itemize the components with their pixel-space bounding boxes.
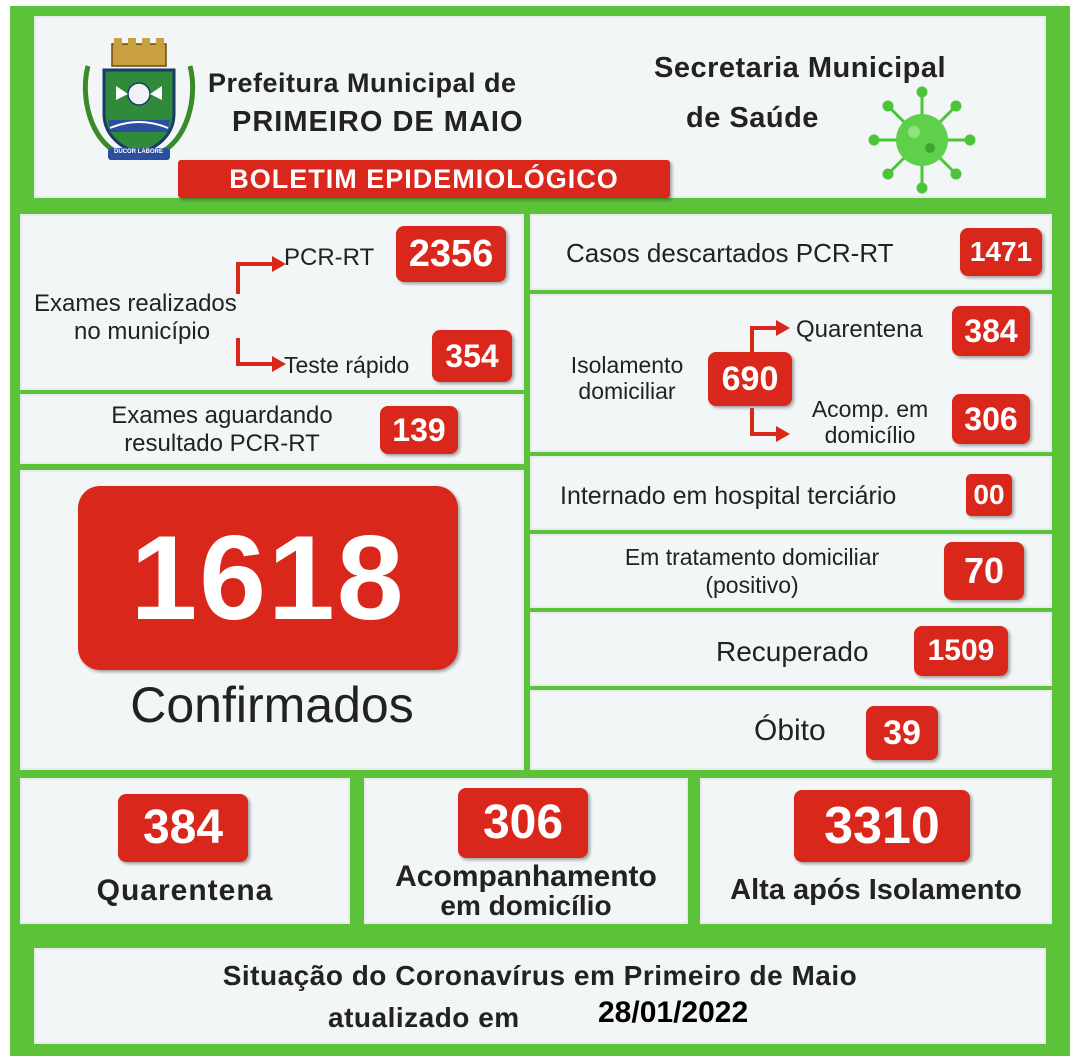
tratamento-label-line2: (positivo) — [705, 572, 799, 598]
isolamento-quarentena-label: Quarentena — [796, 316, 923, 343]
aguardando-label-line1: Exames aguardando — [111, 402, 333, 429]
recuperado-value: 1509 — [914, 626, 1008, 676]
footer-updated-label: atualizado em — [328, 1002, 520, 1033]
footer-line1: Situação do Coronavírus em Primeiro de Maio — [222, 960, 858, 991]
bottom-quarentena-panel — [20, 778, 350, 924]
arrow-down-icon — [232, 336, 292, 376]
tratamento-value: 70 — [944, 542, 1024, 600]
bottom-acomp-panel — [364, 778, 688, 924]
pcr-label: PCR-RT — [284, 244, 375, 271]
bottom-alta-label: Alta após Isolamento — [730, 874, 1022, 906]
bottom-alta-value: 3310 — [794, 790, 970, 862]
bottom-acomp-value: 306 — [458, 788, 588, 858]
descartados-label: Casos descartados PCR-RT — [566, 238, 894, 268]
bottom-quarentena-label: Quarentena — [96, 874, 274, 907]
obito-value: 39 — [866, 706, 938, 760]
coronavirus-icon — [866, 86, 978, 194]
bottom-acomp-line2: em domicílio — [440, 890, 612, 921]
bottom-alta-panel — [700, 778, 1052, 924]
pcr-value: 2356 — [396, 226, 506, 282]
confirmados-value: 1618 — [78, 486, 458, 670]
arrow-down-icon — [746, 406, 796, 446]
isolamento-label-line2: domiciliar — [578, 378, 676, 404]
internado-label: Internado em hospital terciário — [560, 482, 897, 510]
descartados-value: 1471 — [960, 228, 1042, 276]
isolamento-label-line1: Isolamento — [570, 352, 684, 378]
isolamento-value: 690 — [708, 352, 792, 406]
prefeitura-line2: PRIMEIRO DE MAIO — [232, 106, 524, 138]
isolamento-acomp-value: 306 — [952, 394, 1030, 444]
isolamento-panel — [530, 294, 1052, 452]
rapido-label: Teste rápido — [284, 352, 410, 378]
recuperado-label: Recuperado — [716, 636, 869, 667]
tratamento-panel — [530, 534, 1052, 608]
arrow-up-icon — [232, 250, 292, 296]
isolamento-acomp-line2: domicílio — [824, 422, 916, 448]
internado-value: 00 — [966, 474, 1012, 516]
descartados-panel — [530, 214, 1052, 290]
bottom-acomp-line1: Acompanhamento — [395, 860, 657, 893]
bottom-quarentena-value: 384 — [118, 794, 248, 862]
recuperado-panel — [530, 612, 1052, 686]
arrow-up-icon — [746, 314, 796, 356]
confirmados-label: Confirmados — [130, 677, 414, 733]
confirmados-panel — [20, 470, 524, 770]
tratamento-label-line1: Em tratamento domiciliar — [624, 544, 880, 570]
exames-panel — [20, 214, 524, 390]
footer-panel — [34, 948, 1046, 1044]
municipal-crest-icon — [80, 36, 198, 168]
prefeitura-line1: Prefeitura Municipal de — [208, 68, 517, 98]
isolamento-quarentena-value: 384 — [952, 306, 1030, 356]
exames-label-line1: Exames realizados — [34, 290, 237, 317]
exames-label-line2: no município — [74, 318, 211, 345]
aguardando-label-line2: resultado PCR-RT — [124, 430, 320, 457]
bulletin-frame — [10, 6, 1070, 1056]
secretaria-line2: de Saúde — [686, 102, 819, 134]
aguardando-panel — [20, 394, 524, 464]
footer-date: 28/01/2022 — [598, 996, 749, 1029]
crest-motto: DUCOR LABORE — [114, 149, 163, 155]
boletim-banner: BOLETIM EPIDEMIOLÓGICO — [178, 160, 670, 198]
secretaria-line1: Secretaria Municipal — [654, 52, 947, 84]
aguardando-value: 139 — [380, 406, 458, 454]
internado-panel — [530, 456, 1052, 530]
obito-label: Óbito — [754, 714, 826, 747]
rapido-value: 354 — [432, 330, 512, 382]
obito-panel — [530, 690, 1052, 770]
isolamento-acomp-line1: Acomp. em — [811, 396, 929, 422]
